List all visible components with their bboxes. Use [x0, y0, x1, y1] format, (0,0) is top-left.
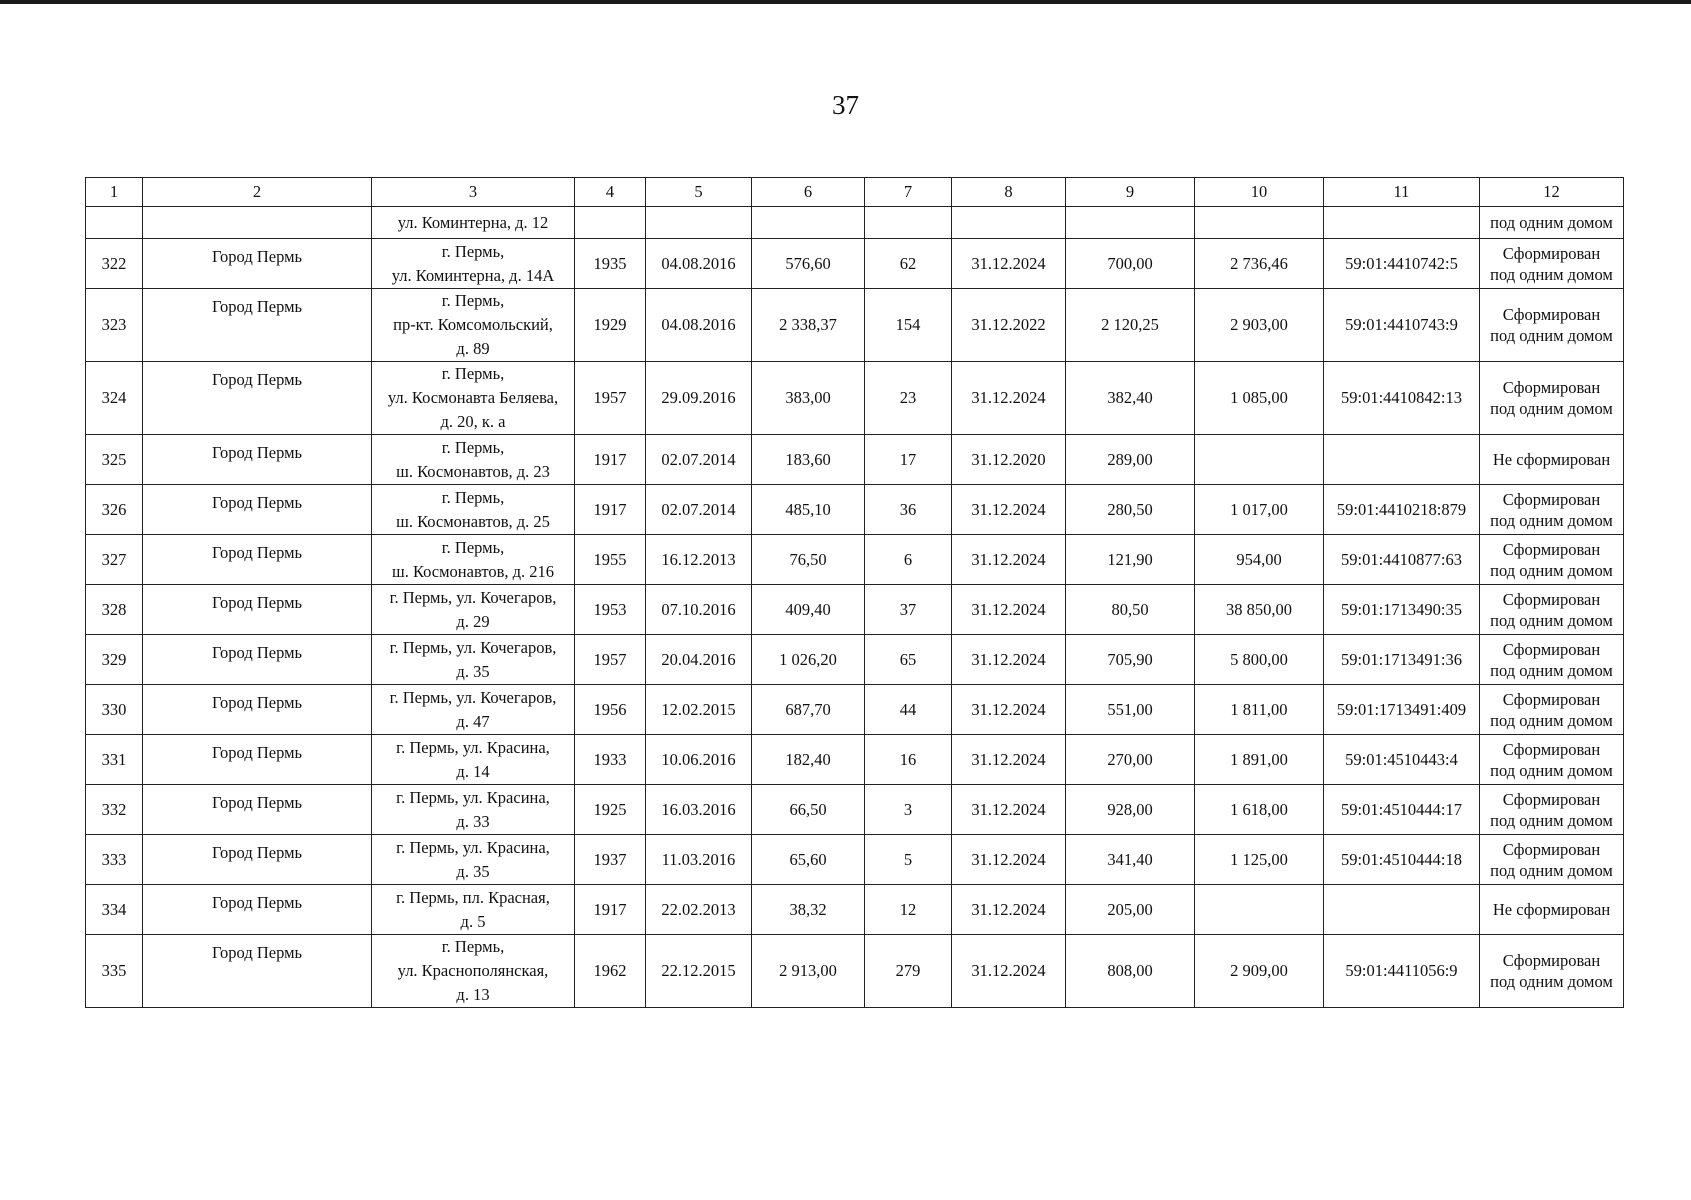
table-row — [86, 835, 1624, 885]
date-cell: 22.02.2013 — [646, 885, 752, 935]
count-cell: 279 — [865, 935, 952, 1008]
year-cell: 1925 — [575, 785, 646, 835]
value-9-cell: 341,40 — [1066, 835, 1195, 885]
row-number-cell: 322 — [86, 239, 143, 289]
empty-cell — [143, 207, 372, 239]
table-row — [86, 485, 1624, 535]
empty-cell — [575, 207, 646, 239]
value-9-cell: 382,40 — [1066, 362, 1195, 435]
count-cell: 65 — [865, 635, 952, 685]
count-cell: 154 — [865, 289, 952, 362]
value-10-cell: 2 903,00 — [1195, 289, 1324, 362]
table-row — [86, 362, 1624, 435]
empty-cell — [865, 207, 952, 239]
municipality-cell: Город Пермь — [143, 885, 372, 935]
year-cell: 1955 — [575, 535, 646, 585]
address-cell: г. Пермь, ш. Космонавтов, д. 23 — [372, 435, 575, 485]
year-cell: 1937 — [575, 835, 646, 885]
row-number-cell: 333 — [86, 835, 143, 885]
date-cell: 16.12.2013 — [646, 535, 752, 585]
cadastral-number-cell: 59:01:4410218:879 — [1324, 485, 1480, 535]
area-cell: 485,10 — [752, 485, 865, 535]
status-cell: Сформирован под одним домом — [1480, 735, 1624, 785]
value-10-cell: 38 850,00 — [1195, 585, 1324, 635]
deadline-cell: 31.12.2024 — [952, 735, 1066, 785]
table-row — [86, 635, 1624, 685]
value-10-cell — [1195, 885, 1324, 935]
date-cell: 10.06.2016 — [646, 735, 752, 785]
count-cell: 12 — [865, 885, 952, 935]
status-cell: Сформирован под одним домом — [1480, 585, 1624, 635]
area-cell: 2 338,37 — [752, 289, 865, 362]
year-cell: 1957 — [575, 635, 646, 685]
deadline-cell: 31.12.2024 — [952, 362, 1066, 435]
cadastral-number-cell: 59:01:4510444:17 — [1324, 785, 1480, 835]
year-cell: 1933 — [575, 735, 646, 785]
deadline-cell: 31.12.2024 — [952, 885, 1066, 935]
column-header: 8 — [952, 178, 1066, 207]
empty-cell — [1324, 207, 1480, 239]
column-header: 1 — [86, 178, 143, 207]
date-cell: 16.03.2016 — [646, 785, 752, 835]
value-9-cell: 270,00 — [1066, 735, 1195, 785]
count-cell: 17 — [865, 435, 952, 485]
count-cell: 23 — [865, 362, 952, 435]
deadline-cell: 31.12.2024 — [952, 685, 1066, 735]
column-header: 5 — [646, 178, 752, 207]
row-number-cell: 328 — [86, 585, 143, 635]
deadline-cell: 31.12.2022 — [952, 289, 1066, 362]
count-cell: 16 — [865, 735, 952, 785]
year-cell: 1917 — [575, 485, 646, 535]
column-header: 3 — [372, 178, 575, 207]
column-header: 11 — [1324, 178, 1480, 207]
row-number-cell: 323 — [86, 289, 143, 362]
empty-cell — [1195, 207, 1324, 239]
municipality-cell: Город Пермь — [143, 685, 372, 735]
status-cell: Не сформирован — [1480, 885, 1624, 935]
date-cell: 22.12.2015 — [646, 935, 752, 1008]
table-row — [86, 735, 1624, 785]
date-cell: 04.08.2016 — [646, 289, 752, 362]
count-cell: 62 — [865, 239, 952, 289]
address-cell: г. Пермь, ул. Кочегаров, д. 47 — [372, 685, 575, 735]
year-cell: 1953 — [575, 585, 646, 635]
table-row — [86, 935, 1624, 1008]
row-number-cell: 327 — [86, 535, 143, 585]
area-cell: 65,60 — [752, 835, 865, 885]
municipality-cell: Город Пермь — [143, 835, 372, 885]
scan-top-edge — [0, 0, 1691, 4]
address-cell: г. Пермь, ул. Красина, д. 35 — [372, 835, 575, 885]
cadastral-number-cell: 59:01:4410842:13 — [1324, 362, 1480, 435]
empty-cell — [1066, 207, 1195, 239]
area-cell: 383,00 — [752, 362, 865, 435]
column-header: 10 — [1195, 178, 1324, 207]
value-9-cell: 121,90 — [1066, 535, 1195, 585]
value-9-cell: 280,50 — [1066, 485, 1195, 535]
address-cell: г. Пермь, пр-кт. Комсомольский, д. 89 — [372, 289, 575, 362]
value-10-cell: 1 125,00 — [1195, 835, 1324, 885]
deadline-cell: 31.12.2024 — [952, 535, 1066, 585]
value-9-cell: 289,00 — [1066, 435, 1195, 485]
municipality-cell: Город Пермь — [143, 785, 372, 835]
cadastral-number-cell — [1324, 435, 1480, 485]
date-cell: 02.07.2014 — [646, 435, 752, 485]
empty-cell — [952, 207, 1066, 239]
column-header: 6 — [752, 178, 865, 207]
value-10-cell: 1 811,00 — [1195, 685, 1324, 735]
date-cell: 29.09.2016 — [646, 362, 752, 435]
address-cell: г. Пермь, ул. Красина, д. 14 — [372, 735, 575, 785]
status-cell: Сформирован под одним домом — [1480, 289, 1624, 362]
deadline-cell: 31.12.2024 — [952, 485, 1066, 535]
cadastral-number-cell — [1324, 885, 1480, 935]
count-cell: 37 — [865, 585, 952, 635]
status-cell: Сформирован под одним домом — [1480, 685, 1624, 735]
status-cell: Сформирован под одним домом — [1480, 935, 1624, 1008]
area-cell: 66,50 — [752, 785, 865, 835]
value-10-cell — [1195, 435, 1324, 485]
table-row — [86, 885, 1624, 935]
count-cell: 44 — [865, 685, 952, 735]
status-cell: Сформирован под одним домом — [1480, 485, 1624, 535]
status-cell: Сформирован под одним домом — [1480, 535, 1624, 585]
area-cell: 76,50 — [752, 535, 865, 585]
date-cell: 07.10.2016 — [646, 585, 752, 635]
municipality-cell: Город Пермь — [143, 435, 372, 485]
address-cell: ул. Коминтерна, д. 12 — [372, 207, 575, 239]
year-cell: 1956 — [575, 685, 646, 735]
row-number-cell: 326 — [86, 485, 143, 535]
empty-cell — [86, 207, 143, 239]
count-cell: 3 — [865, 785, 952, 835]
address-cell: г. Пермь, ул. Кочегаров, д. 29 — [372, 585, 575, 635]
status-cell: Сформирован под одним домом — [1480, 635, 1624, 685]
table-row — [86, 785, 1624, 835]
value-10-cell: 2 736,46 — [1195, 239, 1324, 289]
year-cell: 1917 — [575, 885, 646, 935]
address-cell: г. Пермь, ш. Космонавтов, д. 25 — [372, 485, 575, 535]
deadline-cell: 31.12.2020 — [952, 435, 1066, 485]
empty-cell — [752, 207, 865, 239]
status-cell: Сформирован под одним домом — [1480, 239, 1624, 289]
municipality-cell: Город Пермь — [143, 635, 372, 685]
value-9-cell: 705,90 — [1066, 635, 1195, 685]
deadline-cell: 31.12.2024 — [952, 239, 1066, 289]
year-cell: 1917 — [575, 435, 646, 485]
value-10-cell: 5 800,00 — [1195, 635, 1324, 685]
status-cell: под одним домом — [1480, 207, 1624, 239]
value-10-cell: 1 891,00 — [1195, 735, 1324, 785]
cadastral-number-cell: 59:01:1713490:35 — [1324, 585, 1480, 635]
column-header: 4 — [575, 178, 646, 207]
table-row — [86, 585, 1624, 635]
status-cell: Сформирован под одним домом — [1480, 362, 1624, 435]
empty-cell — [646, 207, 752, 239]
row-number-cell: 329 — [86, 635, 143, 685]
deadline-cell: 31.12.2024 — [952, 585, 1066, 635]
value-10-cell: 954,00 — [1195, 535, 1324, 585]
value-10-cell: 2 909,00 — [1195, 935, 1324, 1008]
column-number-row — [86, 178, 1624, 207]
area-cell: 2 913,00 — [752, 935, 865, 1008]
value-9-cell: 700,00 — [1066, 239, 1195, 289]
status-cell: Сформирован под одним домом — [1480, 835, 1624, 885]
value-9-cell: 2 120,25 — [1066, 289, 1195, 362]
date-cell: 11.03.2016 — [646, 835, 752, 885]
year-cell: 1962 — [575, 935, 646, 1008]
deadline-cell: 31.12.2024 — [952, 835, 1066, 885]
area-cell: 1 026,20 — [752, 635, 865, 685]
area-cell: 182,40 — [752, 735, 865, 785]
column-header: 2 — [143, 178, 372, 207]
address-cell: г. Пермь, ул. Кочегаров, д. 35 — [372, 635, 575, 685]
row-number-cell: 334 — [86, 885, 143, 935]
address-cell: г. Пермь, ул. Коминтерна, д. 14А — [372, 239, 575, 289]
value-10-cell: 1 017,00 — [1195, 485, 1324, 535]
municipality-cell: Город Пермь — [143, 289, 372, 362]
date-cell: 02.07.2014 — [646, 485, 752, 535]
area-cell: 409,40 — [752, 585, 865, 635]
column-header: 9 — [1066, 178, 1195, 207]
address-cell: г. Пермь, ул. Красина, д. 33 — [372, 785, 575, 835]
cadastral-number-cell: 59:01:4410877:63 — [1324, 535, 1480, 585]
value-9-cell: 928,00 — [1066, 785, 1195, 835]
row-number-cell: 330 — [86, 685, 143, 735]
cadastral-number-cell: 59:01:1713491:36 — [1324, 635, 1480, 685]
municipality-cell: Город Пермь — [143, 485, 372, 535]
year-cell: 1957 — [575, 362, 646, 435]
value-9-cell: 205,00 — [1066, 885, 1195, 935]
year-cell: 1929 — [575, 289, 646, 362]
count-cell: 5 — [865, 835, 952, 885]
cadastral-number-cell: 59:01:4411056:9 — [1324, 935, 1480, 1008]
continuation-row — [86, 207, 1624, 239]
value-9-cell: 551,00 — [1066, 685, 1195, 735]
table-row — [86, 435, 1624, 485]
area-cell: 38,32 — [752, 885, 865, 935]
housing-registry-table — [85, 177, 1624, 1008]
table-row — [86, 289, 1624, 362]
municipality-cell: Город Пермь — [143, 362, 372, 435]
table-row — [86, 535, 1624, 585]
address-cell: г. Пермь, ш. Космонавтов, д. 216 — [372, 535, 575, 585]
column-header: 7 — [865, 178, 952, 207]
row-number-cell: 325 — [86, 435, 143, 485]
address-cell: г. Пермь, пл. Красная, д. 5 — [372, 885, 575, 935]
municipality-cell: Город Пермь — [143, 735, 372, 785]
address-cell: г. Пермь, ул. Космонавта Беляева, д. 20, к. а — [372, 362, 575, 435]
value-10-cell: 1 085,00 — [1195, 362, 1324, 435]
row-number-cell: 332 — [86, 785, 143, 835]
table-row — [86, 685, 1624, 735]
date-cell: 20.04.2016 — [646, 635, 752, 685]
count-cell: 6 — [865, 535, 952, 585]
area-cell: 687,70 — [752, 685, 865, 735]
date-cell: 04.08.2016 — [646, 239, 752, 289]
value-9-cell: 808,00 — [1066, 935, 1195, 1008]
row-number-cell: 324 — [86, 362, 143, 435]
area-cell: 576,60 — [752, 239, 865, 289]
row-number-cell: 331 — [86, 735, 143, 785]
cadastral-number-cell: 59:01:4410742:5 — [1324, 239, 1480, 289]
row-number-cell: 335 — [86, 935, 143, 1008]
cadastral-number-cell: 59:01:1713491:409 — [1324, 685, 1480, 735]
municipality-cell: Город Пермь — [143, 935, 372, 1008]
municipality-cell: Город Пермь — [143, 239, 372, 289]
column-header: 12 — [1480, 178, 1624, 207]
deadline-cell: 31.12.2024 — [952, 785, 1066, 835]
status-cell: Сформирован под одним домом — [1480, 785, 1624, 835]
deadline-cell: 31.12.2024 — [952, 935, 1066, 1008]
value-10-cell: 1 618,00 — [1195, 785, 1324, 835]
municipality-cell: Город Пермь — [143, 585, 372, 635]
value-9-cell: 80,50 — [1066, 585, 1195, 635]
deadline-cell: 31.12.2024 — [952, 635, 1066, 685]
year-cell: 1935 — [575, 239, 646, 289]
cadastral-number-cell: 59:01:4410743:9 — [1324, 289, 1480, 362]
date-cell: 12.02.2015 — [646, 685, 752, 735]
status-cell: Не сформирован — [1480, 435, 1624, 485]
count-cell: 36 — [865, 485, 952, 535]
area-cell: 183,60 — [752, 435, 865, 485]
page-number: 37 — [832, 90, 859, 120]
municipality-cell: Город Пермь — [143, 535, 372, 585]
table-row — [86, 239, 1624, 289]
address-cell: г. Пермь, ул. Краснополянская, д. 13 — [372, 935, 575, 1008]
cadastral-number-cell: 59:01:4510443:4 — [1324, 735, 1480, 785]
cadastral-number-cell: 59:01:4510444:18 — [1324, 835, 1480, 885]
